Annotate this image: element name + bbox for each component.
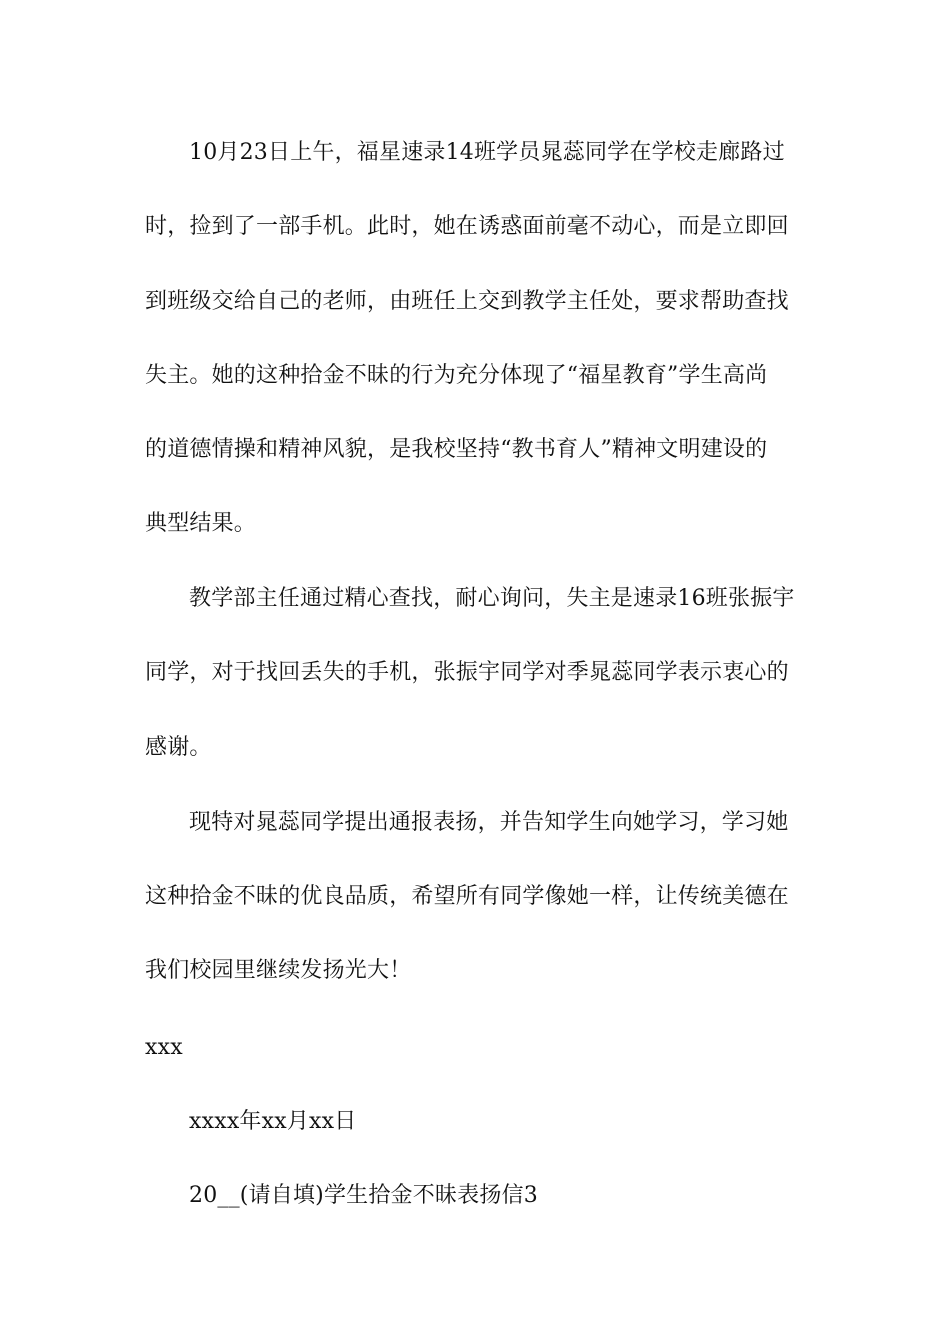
paragraph-2-line-3: 感谢。 [145,735,212,760]
paragraph-3-line-2: 这种拾金不昧的优良品质，希望所有同学像她一样，让传统美德在 [145,884,789,909]
paragraph-3-line-3: 我们校园里继续发扬光大！ [145,958,412,983]
paragraph-1-line-3: 到班级交给自己的老师，由班任上交到教学主任处，要求帮助查找 [145,289,789,314]
paragraph-2-line-1: 教学部主任通过精心查找，耐心询问，失主是速录16班张振宇 [189,586,795,611]
paragraph-1-line-2: 时，捡到了一部手机。此时，她在诱惑面前毫不动心，而是立即回 [145,214,789,239]
date-line: xxxx年xx月xx日 [189,1109,357,1134]
signature: xxx [145,1035,183,1060]
paragraph-1-line-1: 10月23日上午，福星速录14班学员晁蕊同学在学校走廊路过 [189,140,785,165]
paragraph-2-line-2: 同学，对于找回丢失的手机，张振宇同学对季晁蕊同学表示衷心的 [145,660,789,685]
next-section-heading: 20__(请自填)学生拾金不昧表扬信3 [189,1183,538,1208]
paragraph-1-line-6: 典型结果。 [145,511,257,536]
paragraph-1-line-4: 失主。她的这种拾金不昧的行为充分体现了“福星教育”学生高尚 [145,363,768,388]
paragraph-1-line-5: 的道德情操和精神风貌，是我校坚持“教书育人”精神文明建设的 [145,437,768,462]
paragraph-3-line-1: 现特对晁蕊同学提出通报表扬，并告知学生向她学习，学习她 [189,810,789,835]
